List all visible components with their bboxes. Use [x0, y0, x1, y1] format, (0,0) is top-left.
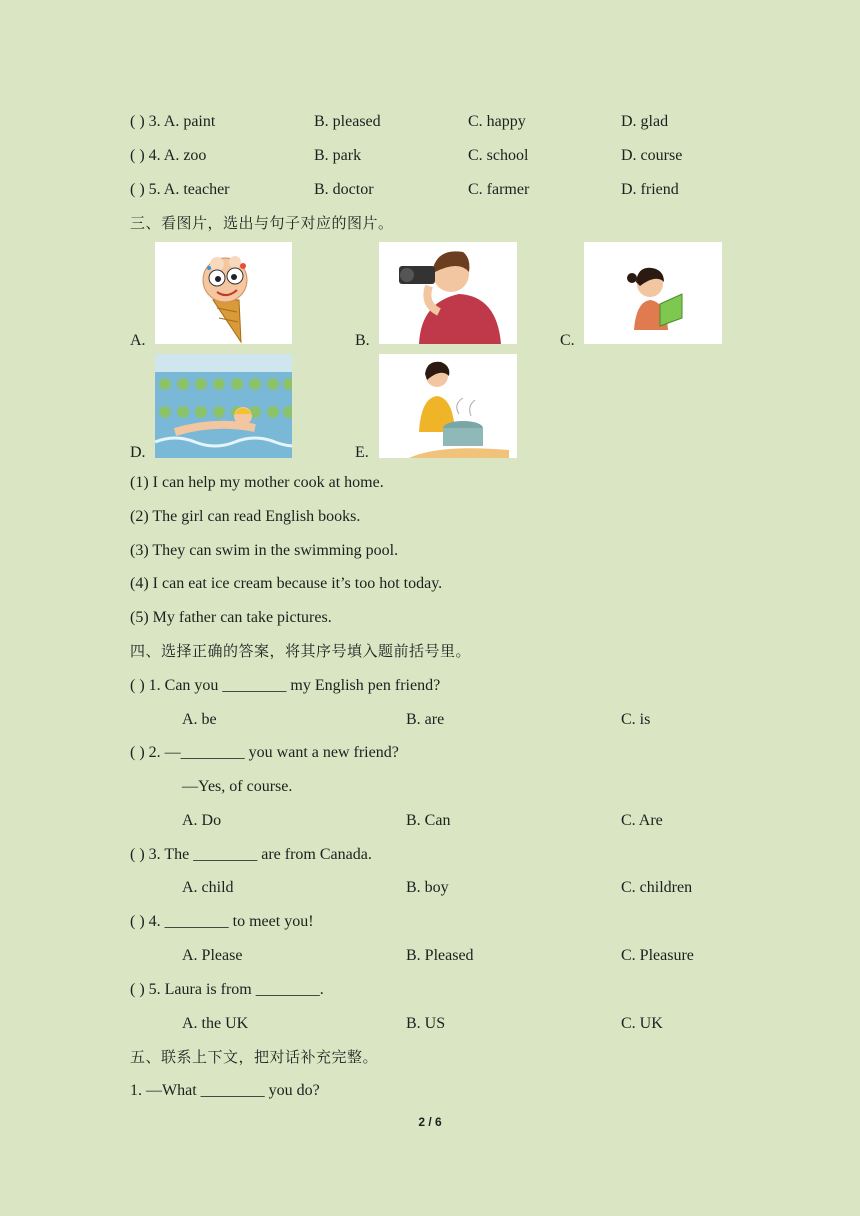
section3-heading: 三、看图片，选出与句子对应的图片。 [130, 214, 394, 232]
question-4: ( ) 4. ________ to meet you! [130, 913, 314, 930]
cooking-pot-icon [379, 354, 517, 458]
question-1: ( ) 1. Can you ________ my English pen friend? [130, 677, 441, 694]
girl-reading-picture [584, 242, 722, 344]
vocab-q5-option-d: D. friend [621, 181, 679, 198]
vocab-q4-option-d: D. course [621, 147, 683, 164]
picture-label-a: A. [130, 332, 146, 349]
q4-option-c: C. Pleasure [621, 947, 694, 964]
vocab-q5-option-b: B. doctor [314, 181, 374, 198]
man-with-camera-picture [379, 242, 517, 344]
q1-option-c: C. is [621, 711, 651, 728]
q4-option-a: A. Please [182, 947, 243, 964]
picture-label-c: C. [560, 332, 575, 349]
q1-option-a: A. be [182, 711, 217, 728]
vocab-q5: ( ) 5. A. teacher [130, 181, 230, 198]
vocab-q4-option-c: C. school [468, 147, 529, 164]
ice-cream-picture [155, 242, 292, 344]
vocab-q4-option-b: B. park [314, 147, 362, 164]
question-5: ( ) 5. Laura is from ________. [130, 981, 324, 998]
vocab-q3-option-c: C. happy [468, 113, 526, 130]
q5-option-a: A. the UK [182, 1015, 249, 1032]
q2-reply: —Yes, of course. [182, 778, 293, 795]
q2-option-b: B. Can [406, 812, 451, 829]
q3-option-b: B. boy [406, 879, 449, 896]
sentence-3: (3) They can swim in the swimming pool. [130, 542, 399, 559]
vocab-q5-option-c: C. farmer [468, 181, 530, 198]
q5-option-b: B. US [406, 1015, 446, 1032]
vocab-q3-option-b: B. pleased [314, 113, 381, 130]
sentence-1: (1) I can help my mother cook at home. [130, 474, 384, 491]
book-icon [584, 242, 722, 344]
q1-option-b: B. are [406, 711, 445, 728]
picture-label-d: D. [130, 444, 146, 461]
q3-option-c: C. children [621, 879, 693, 896]
sentence-4: (4) I can eat ice cream because it’s too hot today. [130, 575, 443, 592]
dialogue-line-1: 1. —What ________ you do? [130, 1082, 320, 1099]
q2-option-a: A. Do [182, 812, 222, 829]
boy-swimming-picture [155, 354, 292, 458]
ice-cream-icon [155, 242, 292, 344]
q2-option-c: C. Are [621, 812, 663, 829]
picture-label-e: E. [355, 444, 369, 461]
q4-option-b: B. Pleased [406, 947, 474, 964]
vocab-q3: ( ) 3. A. paint [130, 113, 216, 130]
sentence-5: (5) My father can take pictures. [130, 609, 332, 626]
picture-label-b: B. [355, 332, 370, 349]
q5-option-c: C. UK [621, 1015, 663, 1032]
question-2: ( ) 2. —________ you want a new friend? [130, 744, 399, 761]
q3-option-a: A. child [182, 879, 234, 896]
swimming-icon [155, 354, 292, 458]
sentence-2: (2) The girl can read English books. [130, 508, 361, 525]
woman-cooking-picture [379, 354, 517, 458]
page-number: 2 / 6 [418, 1115, 442, 1129]
vocab-q4: ( ) 4. A. zoo [130, 147, 207, 164]
section5-heading: 五、联系上下文，把对话补充完整。 [130, 1048, 379, 1066]
camera-icon [379, 242, 517, 344]
question-3: ( ) 3. The ________ are from Canada. [130, 846, 372, 863]
vocab-q3-option-d: D. glad [621, 113, 669, 130]
section4-heading: 四、选择正确的答案，将其序号填入题前括号里。 [130, 642, 472, 660]
